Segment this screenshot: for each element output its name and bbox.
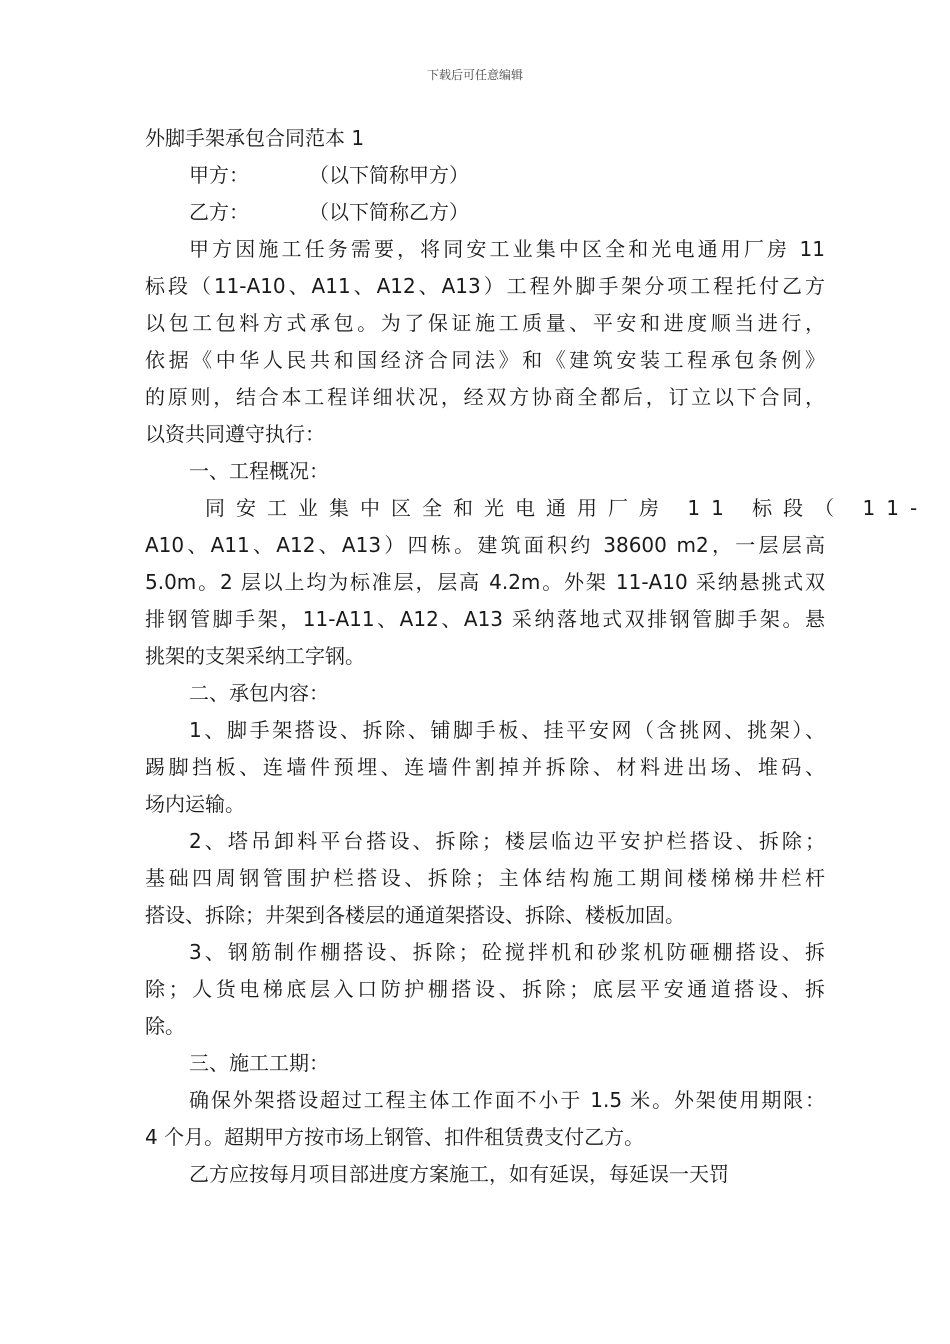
section3-heading: 三、施工工期： <box>189 1051 329 1075</box>
section1-line: 挑架的支架采纳工字钢。 <box>145 644 365 668</box>
period-line: 4 个月。超期甲方按市场上钢管、扣件租赁费支付乙方。 <box>145 1125 645 1149</box>
item3-line: 除；人货电梯底层入口防护棚搭设、拆除；底层平安通道搭设、拆 <box>145 977 825 1001</box>
party-a-line <box>145 157 825 194</box>
section1-line: A10、A11、A12、A13）四栋。建筑面积约 38600 m2，一层层高 <box>145 533 825 557</box>
intro-line: 的原则，结合本工程详细状况，经双方协商全都后，订立以下合同， <box>145 385 825 409</box>
section1-line: 同安工业集中区全和光电通用厂房 11 标段（ 11- <box>205 496 929 520</box>
intro-line: 甲方因施工任务需要，将同安工业集中区全和光电通用厂房 11 <box>189 237 825 261</box>
intro-line: 依据《中华人民共和国经济合同法》和《建筑安装工程承包条例》 <box>145 348 825 372</box>
item1-line: 踢脚挡板、连墙件预埋、连墙件割掉并拆除、材料进出场、堆码、 <box>145 755 825 779</box>
section2-heading: 二、承包内容： <box>189 681 329 705</box>
party-a-note: （以下简称甲方） <box>309 163 469 187</box>
item3-line: 除。 <box>145 1014 185 1038</box>
header-note: 下载后可任意编辑 <box>426 68 523 82</box>
section1-line: 5.0m。2 层以上均为标准层，层高 4.2m。外架 11-A10 采纳悬挑式双 <box>145 570 825 594</box>
party-b-line <box>145 194 825 231</box>
item1-line: 1、脚手架搭设、拆除、铺脚手板、挂平安网（含挑网、挑架）、 <box>189 718 825 742</box>
party-b-label: 乙方： <box>189 200 249 224</box>
item1-line: 场内运输。 <box>145 792 245 816</box>
document-title: 外脚手架承包合同范本 1 <box>145 126 365 150</box>
section1-line: 排钢管脚手架，11-A11、A12、A13 采纳落地式双排钢管脚手架。悬 <box>145 607 825 631</box>
document-body <box>145 120 929 1193</box>
intro-line: 以包工包料方式承包。为了保证施工质量、平安和进度顺当进行， <box>145 311 825 335</box>
period-line: 确保外架搭设超过工程主体工作面不小于 1.5 米。外架使用期限： <box>189 1088 825 1112</box>
delay-line: 乙方应按每月项目部进度方案施工，如有延误，每延误一天罚 <box>189 1162 729 1186</box>
intro-line: 以资共同遵守执行： <box>145 422 325 446</box>
item2-line: 搭设、拆除；井架到各楼层的通道架搭设、拆除、楼板加固。 <box>145 903 685 927</box>
intro-line: 标段（11-A10、A11、A12、A13）工程外脚手架分项工程托付乙方 <box>145 274 825 298</box>
item2-line: 2、塔吊卸料平台搭设、拆除；楼层临边平安护栏搭设、拆除； <box>189 829 825 853</box>
item2-line: 基础四周钢管围护栏搭设、拆除；主体结构施工期间楼梯梯井栏杆 <box>145 866 825 890</box>
item3-line: 3、钢筋制作棚搭设、拆除；砼搅拌机和砂浆机防砸棚搭设、拆 <box>189 940 825 964</box>
party-b-note: （以下简称乙方） <box>309 200 469 224</box>
section1-heading: 一、工程概况： <box>189 459 329 483</box>
party-a-label: 甲方： <box>189 163 249 187</box>
